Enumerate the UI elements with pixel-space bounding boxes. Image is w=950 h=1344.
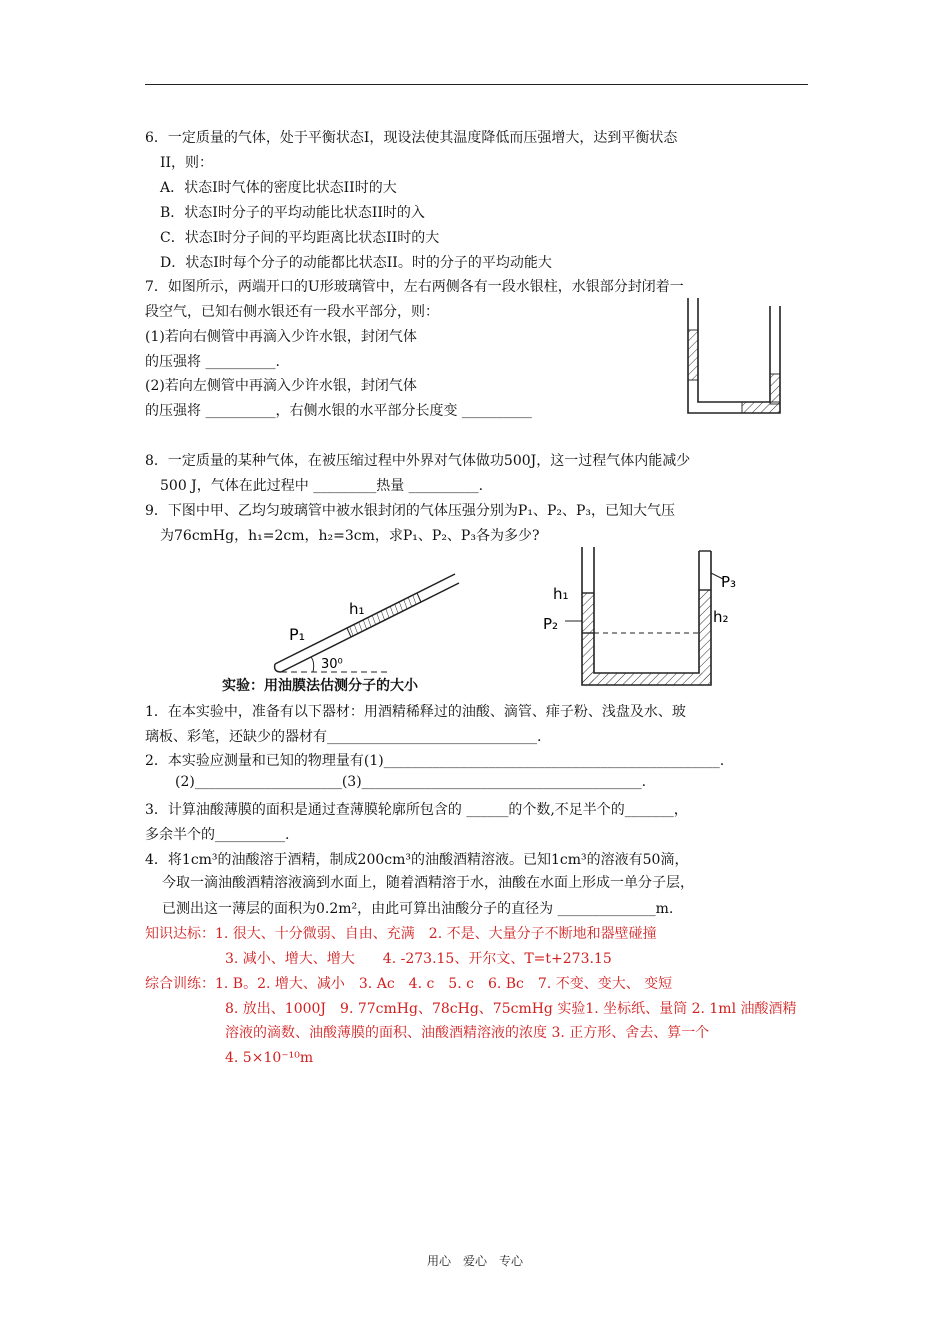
fig-label-h1: h₁ [349, 600, 365, 618]
q7-line5: (2)若向左侧管中再滴入少许水银，封闭气体 [145, 378, 417, 394]
exp-q3-line2: 多余半个的__________. [145, 827, 290, 843]
q9-line2: 为76cmHg，h₁=2cm，h₂=3cm，求P₁、P₂、P₃各为多少? [160, 528, 540, 544]
q7-line6: 的压强将 __________，右侧水银的水平部分长度变 __________ [145, 403, 532, 419]
q6-stem-line2: II，则： [160, 155, 214, 171]
answer-line4: 8. 放出、1000J 9. 77cmHg、78cHg、75cmHg 实验1. 坐标纸、量筒 2. 1ml 油酸酒精 [225, 1001, 797, 1017]
exp-q4-line3: 已测出这一薄层的面积为0.2m²，由此可算出油酸分子的直径为 ______________m. [162, 901, 674, 917]
fig-label-p1: P₁ [289, 625, 306, 644]
q7-line1: 7．如图所示，两端开口的U形玻璃管中，左右两侧各有一段水银柱，水银部分封闭着一 [145, 279, 684, 295]
q6-option-b: B．状态I时分子的平均动能比状态II时的入 [160, 205, 425, 221]
q6-option-d: D．状态I时每个分子的动能都比状态II。时的分子的平均动能大 [160, 255, 552, 271]
fig-label-p3: P₃ [721, 573, 737, 591]
exp-q4-line2: 今取一滴油酸酒精溶液滴到水面上，随着酒精溶于水，油酸在水面上形成一单分子层， [162, 875, 694, 891]
fig-label-h2: h₂ [713, 608, 729, 626]
page-footer: 用心 爱心 专心 [426, 1254, 523, 1268]
q6-option-c: C．状态I时分子间的平均距离比状态II时的大 [160, 230, 440, 246]
exp-q4-line1: 4．将1cm³的油酸溶于酒精，制成200cm³的油酸酒精溶液。已知1cm³的溶液有50滴， [145, 852, 689, 868]
q7-line2: 段空气，已知右侧水银还有一段水平部分，则： [145, 304, 439, 320]
q9-line1: 9．下图中甲、乙均匀玻璃管中被水银封闭的气体压强分别为P₁、P₂、P₃，已知大气压 [145, 503, 676, 519]
q7-line3: (1)若向右侧管中再滴入少许水银，封闭气体 [145, 329, 417, 345]
exp-q3-line1: 3．计算油酸薄膜的面积是通过查薄膜轮廓所包含的 ______的个数,不足半个的_______， [145, 802, 688, 818]
fig-label-p2: P₂ [543, 615, 559, 633]
u-tube-figure-q7 [682, 296, 792, 421]
q8-line1: 8．一定质量的某种气体，在被压缩过程中外界对气体做功500J，这一过程气体内能减少 [145, 453, 691, 469]
inclined-tube-figure [265, 570, 465, 680]
u-tube-figure-q9 [535, 543, 745, 693]
answer-line5: 溶液的滴数、油酸薄膜的面积、油酸酒精溶液的浓度 3. 正方形、舍去、算一个 [225, 1025, 710, 1041]
answer-line1: 知识达标：1. 很大、十分微弱、自由、充满 2. 不是、大量分子不断地和器壁碰撞 [145, 926, 657, 942]
exp-q1-line2: 璃板、彩笔，还缺少的器材有______________________________. [145, 729, 542, 745]
fig-label-angle: 30⁰ [321, 657, 343, 672]
answer-line2: 3. 减小、增大、增大 4. -273.15、开尔文、T=t+273.15 [225, 951, 612, 967]
fig-label-h1-right: h₁ [553, 585, 569, 603]
experiment-title: 实验：用油膜法估测分子的大小 [222, 678, 418, 694]
answer-line6: 4. 5×10⁻¹⁰m [225, 1050, 314, 1066]
q8-line2: 500 J，气体在此过程中 _________热量 __________. [160, 478, 484, 494]
exp-q2-line2: (2)_____________________(3)________________________________________. [175, 774, 647, 790]
q7-line4: 的压强将 __________. [145, 354, 280, 370]
exp-q1-line1: 1．在本实验中，准备有以下器材：用酒精稀释过的油酸、滴管、痱子粉、浅盘及水、玻 [145, 704, 686, 720]
q6-option-a: A．状态I时气体的密度比状态II时的大 [160, 180, 397, 196]
q6-stem-line1: 6．一定质量的气体，处于平衡状态I，现设法使其温度降低而压强增大，达到平衡状态 [145, 130, 678, 146]
exp-q2-line1: 2．本实验应测量和已知的物理量有(1)________________________________________________. [145, 753, 725, 769]
answer-line3: 综合训练：1. B。2. 增大、减小 3. Ac 4. c 5. c 6. Bc 7. 不变、变大、 变短 [145, 976, 673, 992]
header-rule [145, 84, 808, 85]
